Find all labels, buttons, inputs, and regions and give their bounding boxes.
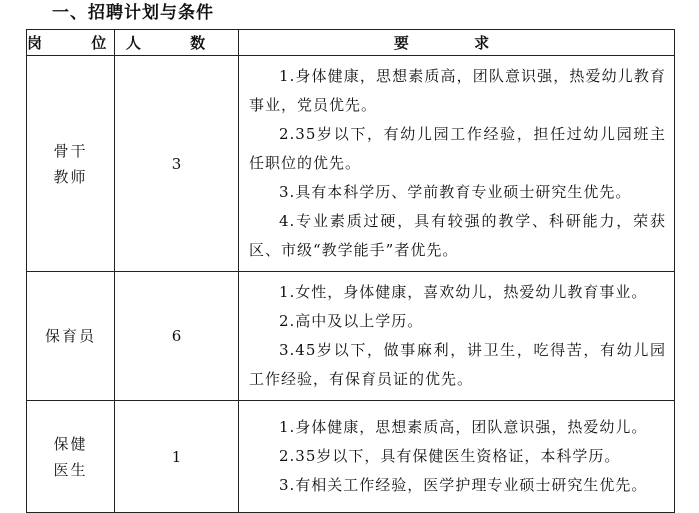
requirement-item: 2.35岁以下，有幼儿园工作经验，担任过幼儿园班主任职位的优先。 bbox=[249, 125, 666, 172]
post-name-line: 医生 bbox=[53, 460, 88, 479]
post-name-line: 教师 bbox=[53, 167, 88, 186]
requirement-item: 2.35岁以下，具有保健医生资格证，本科学历。 bbox=[279, 447, 621, 465]
section-heading: 一、招聘计划与条件 bbox=[52, 3, 214, 23]
table-row bbox=[27, 272, 675, 401]
post-name-line: 保育员 bbox=[44, 327, 96, 345]
count-cell: 3 bbox=[115, 56, 239, 272]
post-name-line: 保健 bbox=[53, 434, 88, 453]
requirements-cell bbox=[239, 401, 675, 513]
table-header-row bbox=[27, 30, 675, 56]
table-row bbox=[27, 401, 675, 513]
requirement-item: 1.女性，身体健康，喜欢幼儿，热爱幼儿教育事业。 bbox=[279, 283, 648, 301]
count-cell: 1 bbox=[115, 401, 239, 513]
header-requirements: 要 求 bbox=[239, 30, 675, 56]
post-name-line: 骨干 bbox=[53, 141, 88, 160]
table-row bbox=[27, 56, 675, 272]
post-cell bbox=[27, 401, 115, 513]
requirement-item: 4.专业素质过硬，具有较强的教学、科研能力，荣获区、市级“教学能手”者优先。 bbox=[249, 212, 666, 259]
requirements-cell bbox=[239, 272, 675, 401]
requirement-item: 3.45岁以下，做事麻利，讲卫生，吃得苦，有幼儿园工作经验，有保育员证的优先。 bbox=[249, 341, 666, 388]
post-cell bbox=[27, 56, 115, 272]
post-cell bbox=[27, 272, 115, 401]
requirement-item: 1.身体健康，思想素质高，团队意识强，热爱幼儿。 bbox=[279, 418, 648, 436]
requirement-item: 2.高中及以上学历。 bbox=[279, 312, 424, 330]
header-post: 岗 位 bbox=[27, 30, 115, 56]
requirement-item: 3.具有本科学历、学前教育专业硕士研究生优先。 bbox=[279, 183, 632, 201]
requirement-item: 1.身体健康，思想素质高，团队意识强，热爱幼儿教育事业，党员优先。 bbox=[249, 67, 666, 114]
recruitment-table bbox=[26, 29, 675, 513]
header-count: 人 数 bbox=[115, 30, 239, 56]
requirement-item: 3.有相关工作经验，医学护理专业硕士研究生优先。 bbox=[279, 476, 648, 494]
requirements-cell bbox=[239, 56, 675, 272]
count-cell: 6 bbox=[115, 272, 239, 401]
